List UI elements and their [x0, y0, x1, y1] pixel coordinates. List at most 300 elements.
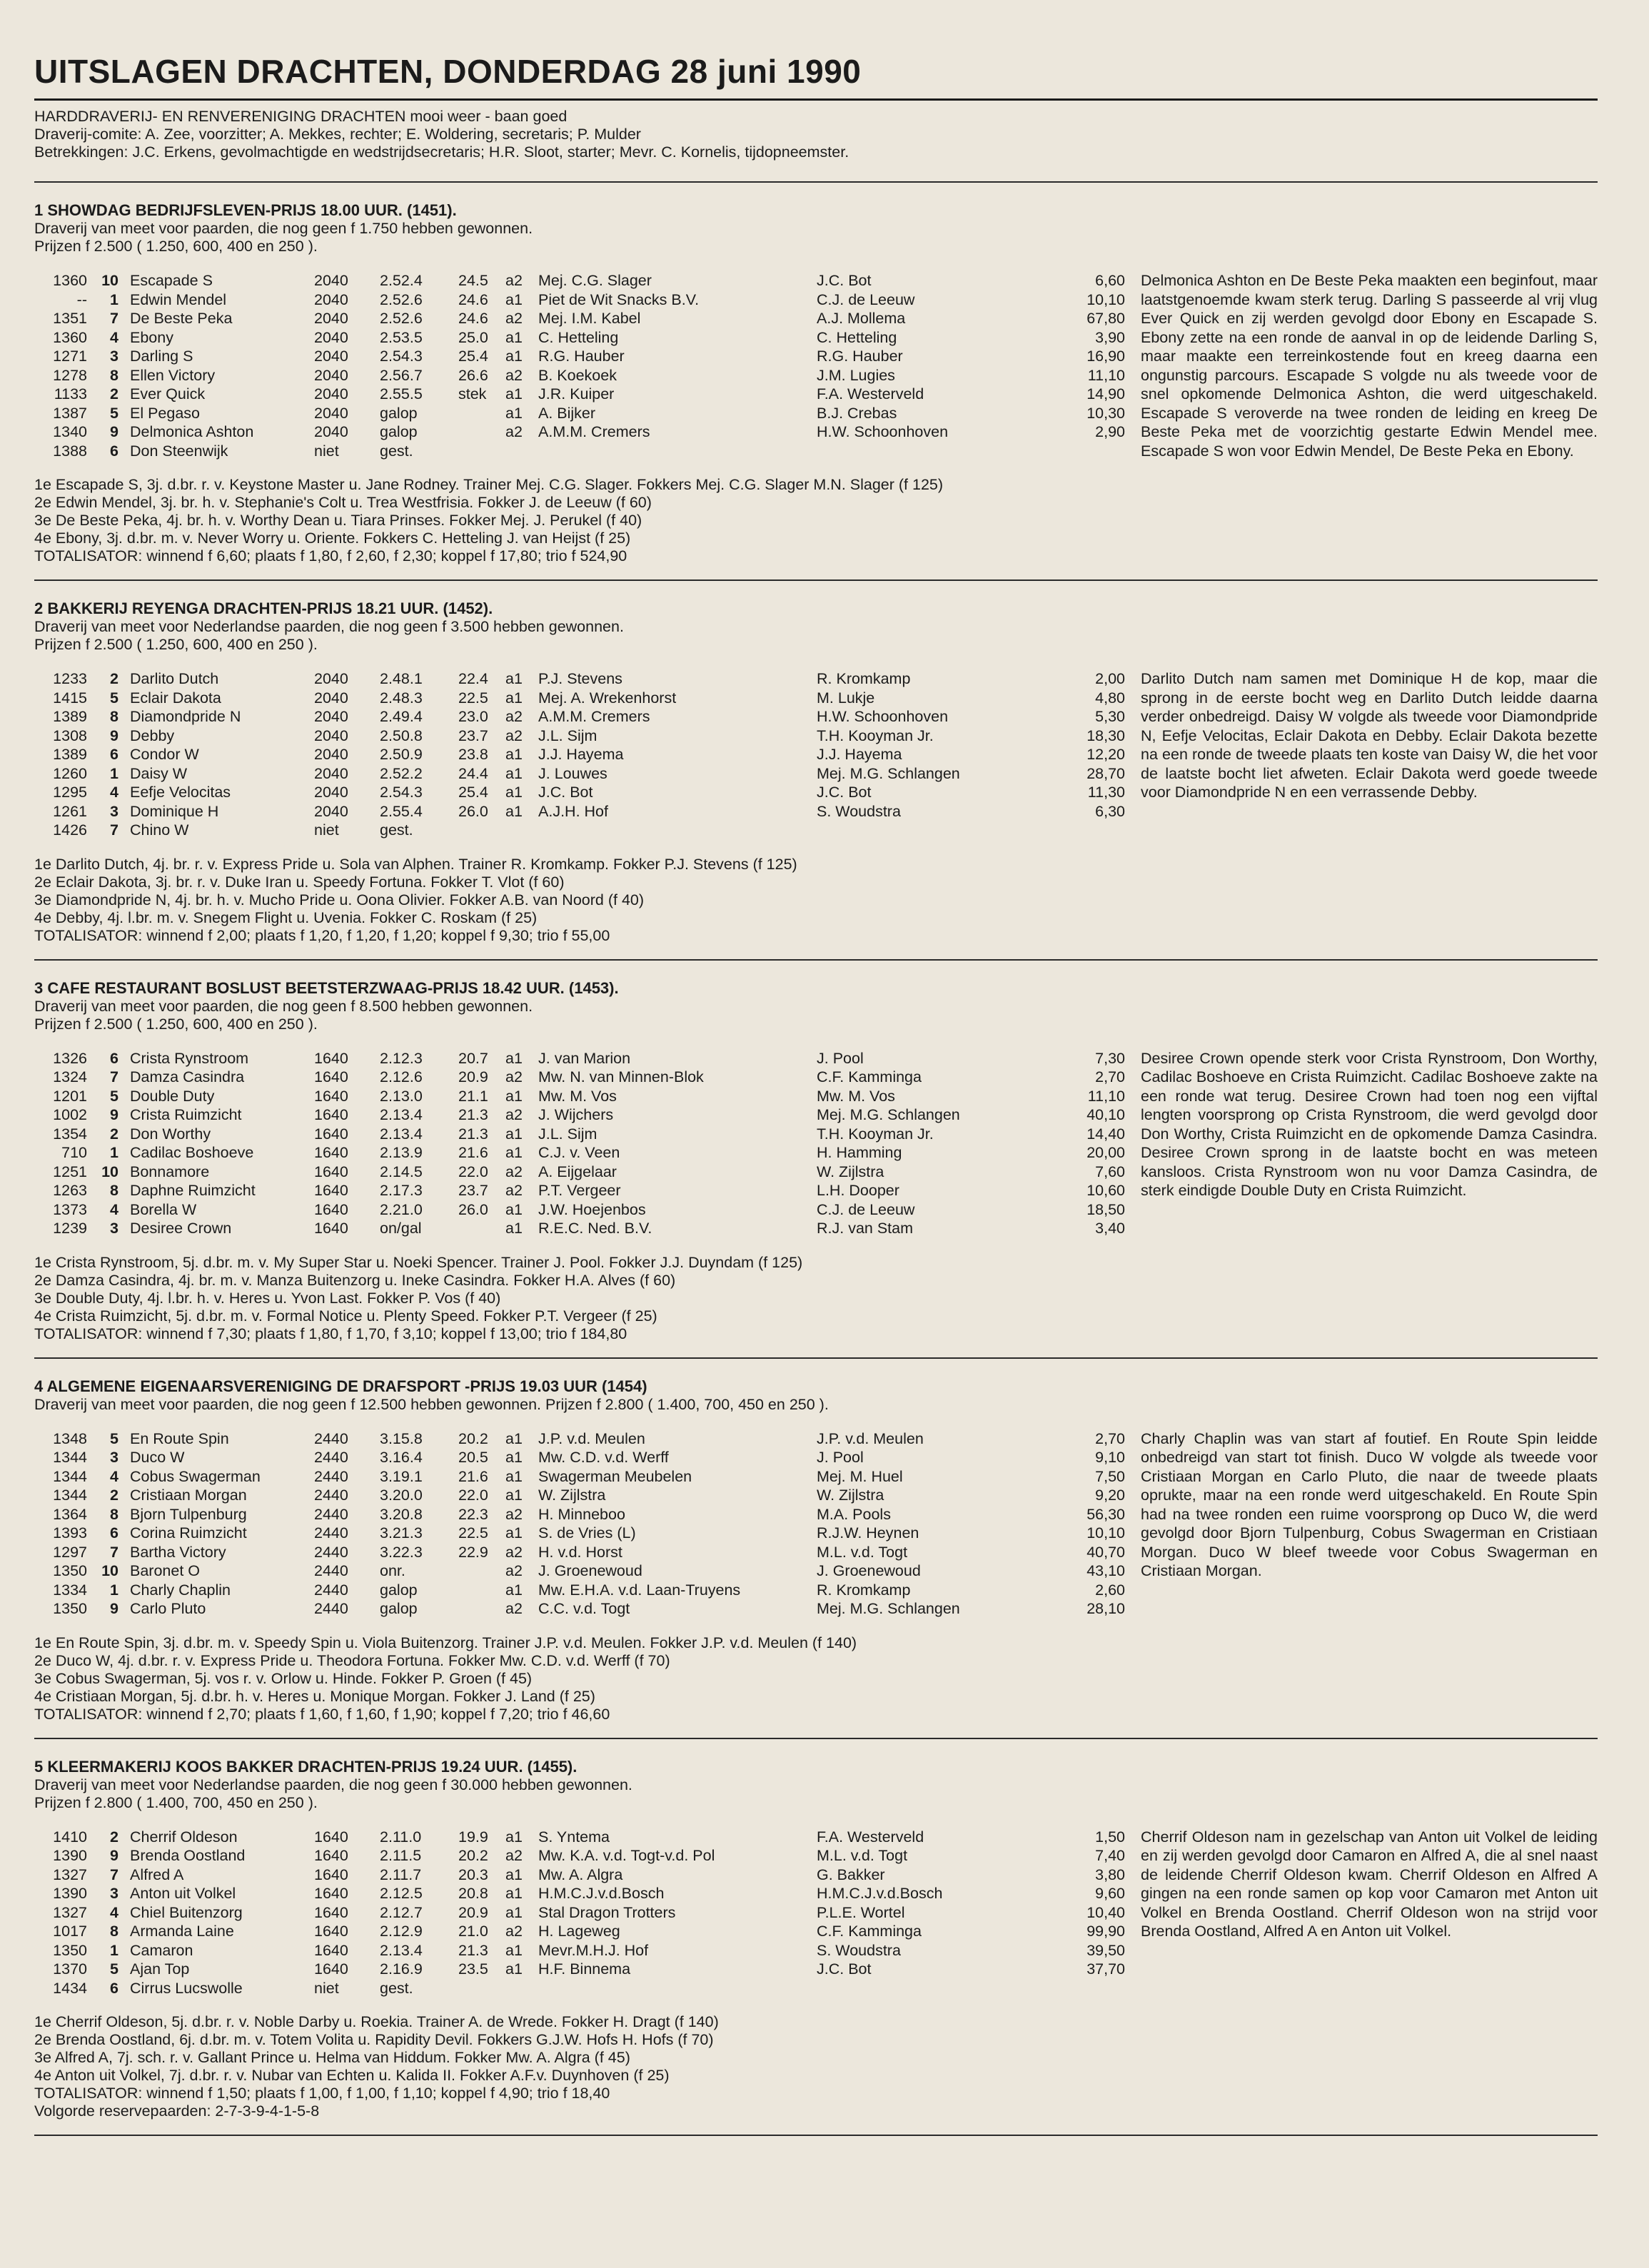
time: 2.48.3 [380, 689, 423, 707]
race-details [34, 1634, 1598, 1723]
horse-name: Chino W [130, 821, 189, 839]
start-position: a2 [505, 1182, 523, 1199]
distance: 2440 [314, 1505, 348, 1523]
distance: 2440 [314, 1467, 348, 1485]
horse-name: Alfred A [130, 1865, 184, 1883]
start-position: a2 [505, 1163, 523, 1180]
time: 3.15.8 [380, 1429, 423, 1447]
race-details [34, 476, 1598, 565]
start-position: a1 [505, 385, 523, 403]
horse-name: Darlito Dutch [130, 670, 219, 687]
distance: 1640 [314, 1068, 348, 1085]
km-time: 19.9 [458, 1828, 488, 1846]
horse-name: Ellen Victory [130, 366, 216, 384]
time: 2.21.0 [380, 1200, 423, 1218]
race-list [34, 183, 1598, 2136]
time: 2.13.9 [380, 1144, 423, 1161]
horse-number: 3 [110, 348, 118, 365]
odds: 10,60 [1086, 1182, 1125, 1199]
horse-name: Crista Rynstroom [130, 1049, 249, 1067]
owner: A.M.M. Cremers [538, 423, 650, 440]
time: 2.12.9 [380, 1923, 423, 1940]
race-commentary: Cherrif Oldeson nam in gezelschap van Anton uit Volkel de leiding en zij werden gevolgd door Camaron en Alfred A, die al snel naast de leidende Cherrif Oldeson kwam. Cherrif Oldeson en Alfred A gingen na een ronde samen op kop voor Camaron met Anton uit Volkel en Brenda Oostland. Cherrif Oldeson won na strijd voor Brenda Oostland, Alfred A en Anton uit Volkel. [1141, 1828, 1598, 1940]
distance: 2040 [314, 708, 348, 725]
km-time [458, 821, 505, 840]
distance: 2040 [314, 764, 348, 782]
time: 2.16.9 [380, 1960, 423, 1978]
previous-race-number: 1390 [53, 1885, 87, 1902]
placing-line: 2e Eclair Dakota, 3j. br. r. v. Duke Iran u. Speedy Fortuna. Fokker T. Vlot (f 60) [34, 873, 565, 891]
start-position: a2 [505, 708, 523, 725]
table-row [34, 764, 1126, 784]
horse-number: 1 [110, 290, 118, 308]
results-table [34, 1429, 1126, 1619]
previous-race-number: 1295 [53, 784, 87, 801]
km-time: 23.7 [458, 1182, 488, 1199]
previous-race-number: 1354 [53, 1125, 87, 1143]
distance: 2040 [314, 784, 348, 801]
table-row [34, 1979, 1126, 1998]
odds: 18,30 [1086, 727, 1125, 744]
start-position: a1 [505, 1467, 523, 1485]
driver: H.M.C.J.v.d.Bosch [817, 1885, 943, 1902]
time: 2.52.2 [380, 764, 423, 782]
km-time: 23.0 [458, 708, 488, 725]
previous-race-number: 1350 [53, 1600, 87, 1617]
odds: 56,30 [1086, 1505, 1125, 1523]
horse-name: Anton uit Volkel [130, 1885, 236, 1902]
table-row [34, 1429, 1126, 1449]
start-position: a1 [505, 1941, 523, 1959]
driver: P.L.E. Wortel [817, 1903, 905, 1921]
driver: J.M. Lugies [817, 366, 895, 384]
owner: J.W. Hoejenbos [538, 1200, 646, 1218]
owner: S. Yntema [538, 1828, 610, 1846]
driver: G. Bakker [817, 1865, 885, 1883]
odds: 10,30 [1086, 404, 1125, 422]
table-row [34, 1087, 1126, 1106]
driver: R.J.W. Heynen [817, 1524, 919, 1541]
time: 2.55.5 [380, 385, 423, 403]
distance: 1640 [314, 1220, 348, 1237]
time: 3.16.4 [380, 1449, 423, 1466]
distance: 1640 [314, 1163, 348, 1180]
table-row [34, 689, 1126, 708]
start-position: a1 [505, 1581, 523, 1599]
horse-name: Condor W [130, 746, 199, 763]
time: 2.13.0 [380, 1087, 423, 1105]
race-details [34, 1254, 1598, 1343]
horse-number: 9 [110, 1600, 118, 1617]
odds: 39,50 [1086, 1941, 1125, 1959]
owner: Stal Dragon Trotters [538, 1903, 676, 1921]
km-time [458, 1581, 505, 1600]
race-conditions: Draverij van meet voor paarden, die nog geen f 12.500 hebben gewonnen. Prijzen f 2.800 ( 1.400, 700, 450 en 250 ). [34, 1395, 829, 1413]
table-row [34, 404, 1126, 423]
horse-name: Ajan Top [130, 1960, 190, 1978]
horse-name: Cristiaan Morgan [130, 1487, 247, 1504]
time: 2.53.5 [380, 328, 423, 346]
start-position: a2 [505, 1505, 523, 1523]
horse-name: Cirrus Lucswolle [130, 1979, 243, 1997]
km-time: 20.2 [458, 1429, 488, 1447]
table-row [34, 385, 1126, 404]
odds: 10,10 [1086, 290, 1125, 308]
horse-name: Ever Quick [130, 385, 206, 403]
section-rule [34, 2135, 1598, 2136]
km-time: 25.0 [458, 328, 488, 346]
horse-number: 8 [110, 708, 118, 725]
placing-line: 2e Duco W, 4j. d.br. r. v. Express Pride u. Theodora Fortuna. Fokker Mw. C.D. v.d. Werff (f 70) [34, 1651, 670, 1669]
owner: J.R. Kuiper [538, 385, 615, 403]
meeting-info [34, 108, 1598, 161]
owner: J.J. Hayema [538, 746, 624, 763]
owner: Mw. E.H.A. v.d. Laan-Truyens [538, 1581, 741, 1599]
page-title: UITSLAGEN DRACHTEN, DONDERDAG 28 juni 1990 [34, 53, 862, 90]
owner: Mw. C.D. v.d. Werff [538, 1449, 669, 1466]
race-section [34, 961, 1598, 1357]
start-position: a1 [505, 404, 523, 422]
distance: 2440 [314, 1524, 348, 1541]
driver: R. Kromkamp [817, 670, 911, 687]
odds: 11,10 [1087, 1087, 1125, 1105]
distance: 2040 [314, 290, 348, 308]
horse-name: El Pegaso [130, 404, 201, 422]
table-row [34, 1143, 1126, 1163]
previous-race-number: 1327 [53, 1903, 87, 1921]
owner: A.J.H. Hof [538, 802, 608, 820]
driver [817, 1979, 1038, 1998]
horse-number: 5 [110, 1960, 118, 1978]
odds: 14,90 [1086, 385, 1125, 403]
driver: S. Woudstra [817, 1941, 901, 1959]
previous-race-number: 1308 [53, 727, 87, 744]
odds [1038, 821, 1125, 840]
driver: H. Hamming [817, 1144, 902, 1161]
horse-name: Eclair Dakota [130, 689, 221, 707]
distance: 1640 [314, 1049, 348, 1067]
horse-name: Double Duty [130, 1087, 215, 1105]
odds: 2,70 [1095, 1068, 1125, 1085]
driver: R.G. Hauber [817, 348, 903, 365]
odds: 2,90 [1095, 423, 1125, 440]
owner: J. Wijchers [538, 1106, 614, 1123]
driver: M.L. v.d. Togt [817, 1847, 908, 1864]
horse-number: 9 [110, 1847, 118, 1864]
horse-number: 2 [110, 1125, 118, 1143]
distance: 2040 [314, 670, 348, 687]
race-details [34, 856, 1598, 945]
race-prizes: Prijzen f 2.500 ( 1.250, 600, 400 en 250 ). [34, 1015, 318, 1033]
time: 2.54.3 [380, 784, 423, 801]
committee-line: Draverij-comite: A. Zee, voorzitter; A. Mekkes, rechter; E. Woldering, secretaris; P. Mulder [34, 126, 641, 143]
horse-name: Debby [130, 727, 175, 744]
driver: M.L. v.d. Togt [817, 1543, 908, 1561]
km-time: 24.6 [458, 310, 488, 327]
horse-number: 9 [110, 423, 118, 440]
driver: Mej. M. Huel [817, 1467, 903, 1485]
driver: W. Zijlstra [817, 1163, 884, 1180]
horse-number: 5 [110, 689, 118, 707]
table-row [34, 422, 1126, 442]
race-section [34, 183, 1598, 579]
race-results [34, 271, 1598, 460]
table-row [34, 1049, 1126, 1068]
owner: Mw. K.A. v.d. Togt-v.d. Pol [538, 1847, 715, 1864]
driver: C.J. de Leeuw [817, 1200, 915, 1218]
distance: niet [314, 1979, 339, 1997]
horse-name: Eefje Velocitas [130, 784, 231, 801]
previous-race-number: 1390 [53, 1847, 87, 1864]
start-position: a1 [505, 1220, 523, 1237]
horse-name: Cadilac Boshoeve [130, 1144, 254, 1161]
start-position: a1 [505, 802, 523, 820]
owner: J. van Marion [538, 1049, 631, 1067]
previous-race-number: 1201 [53, 1087, 87, 1105]
race-title: 1 SHOWDAG BEDRIJFSLEVEN-PRIJS 18.00 UUR. (1451). [34, 201, 457, 219]
horse-number: 8 [110, 1923, 118, 1940]
results-table [34, 669, 1126, 840]
km-time: 23.8 [458, 746, 488, 763]
odds: 9,10 [1095, 1449, 1125, 1466]
horse-name: Carlo Pluto [130, 1600, 206, 1617]
placing-line: 1e En Route Spin, 3j. d.br. m. v. Speedy Spin u. Viola Buitenzorg. Trainer J.P. v.d. Meulen. Fokker J.P. v.d. Meulen (f 140) [34, 1634, 857, 1651]
time: 2.14.5 [380, 1163, 423, 1180]
table-row [34, 1922, 1126, 1941]
owner: C.J. v. Veen [538, 1144, 620, 1161]
horse-name: Baronet O [130, 1562, 200, 1579]
table-row [34, 1828, 1126, 1847]
distance: 1640 [314, 1125, 348, 1143]
race-conditions: Draverij van meet voor paarden, die nog geen f 8.500 hebben gewonnen. [34, 997, 533, 1015]
distance: 1640 [314, 1941, 348, 1959]
time: 2.12.6 [380, 1068, 423, 1085]
horse-name: Corina Ruimzicht [130, 1524, 247, 1541]
previous-race-number: 1133 [54, 385, 87, 403]
table-row [34, 1941, 1126, 1960]
start-position: a1 [505, 784, 523, 801]
time: galop [380, 1600, 418, 1617]
driver: J. Pool [817, 1449, 864, 1466]
odds: 10,10 [1086, 1524, 1125, 1541]
previous-race-number: 1239 [53, 1220, 87, 1237]
placing-line: 2e Brenda Oostland, 6j. d.br. m. v. Totem Volita u. Rapidity Devil. Fokkers G.J.W. Hofs H. Hofs (f 70) [34, 2031, 714, 2048]
time: 2.52.4 [380, 272, 423, 289]
horse-number: 6 [110, 746, 118, 763]
table-row [34, 1125, 1126, 1144]
start-position: a1 [505, 1960, 523, 1978]
horse-number: 3 [110, 1885, 118, 1902]
km-time: 24.6 [458, 290, 488, 308]
table-row [34, 669, 1126, 689]
driver: R. Kromkamp [817, 1581, 911, 1599]
distance: 2040 [314, 328, 348, 346]
horse-number: 7 [110, 1865, 118, 1883]
race-title: 2 BAKKERIJ REYENGA DRACHTEN-PRIJS 18.21 UUR. (1452). [34, 599, 493, 617]
race-section [34, 1739, 1598, 2135]
start-position: a2 [505, 1106, 523, 1123]
start-position: a1 [505, 1200, 523, 1218]
distance: 1640 [314, 1200, 348, 1218]
start-position: a1 [505, 1449, 523, 1466]
horse-number: 9 [110, 1106, 118, 1123]
owner: Piet de Wit Snacks B.V. [538, 290, 700, 308]
previous-race-number: 1350 [53, 1562, 87, 1579]
previous-race-number: 1327 [53, 1865, 87, 1883]
previous-race-number: 1261 [53, 802, 87, 820]
table-row [34, 366, 1126, 385]
race-section [34, 581, 1598, 959]
time: 3.20.8 [380, 1505, 423, 1523]
distance: 1640 [314, 1903, 348, 1921]
placing-line: 4e Ebony, 3j. d.br. m. v. Never Worry u. Oriente. Fokkers C. Hetteling J. van Heijst (f 25) [34, 530, 631, 547]
odds: 4,80 [1095, 689, 1125, 707]
driver: F.A. Westerveld [817, 385, 924, 403]
driver: Mej. M.G. Schlangen [817, 1600, 960, 1617]
owner: Mej. C.G. Slager [538, 272, 652, 289]
distance: 2040 [314, 423, 348, 440]
previous-race-number: 710 [61, 1144, 87, 1161]
horse-name: Duco W [130, 1449, 185, 1466]
table-row [34, 745, 1126, 764]
horse-number: 4 [110, 1467, 118, 1485]
horse-name: Bonnamore [130, 1163, 210, 1180]
table-row [34, 1200, 1126, 1220]
previous-race-number: 1387 [53, 404, 87, 422]
distance: 2040 [314, 348, 348, 365]
time: 2.13.4 [380, 1941, 423, 1959]
owner: R.E.C. Ned. B.V. [538, 1220, 652, 1237]
owner: Mej. A. Wrekenhorst [538, 689, 677, 707]
km-time: 24.4 [458, 764, 488, 782]
km-time [458, 404, 505, 423]
previous-race-number: 1370 [53, 1960, 87, 1978]
horse-name: Bjorn Tulpenburg [130, 1505, 247, 1523]
km-time: 22.5 [458, 1524, 488, 1541]
horse-name: Daphne Ruimzicht [130, 1182, 256, 1199]
previous-race-number: 1348 [53, 1429, 87, 1447]
race-title: 3 CAFE RESTAURANT BOSLUST BEETSTERZWAAG-PRIJS 18.42 UUR. (1453). [34, 978, 619, 997]
km-time [458, 1561, 505, 1581]
time: 2.12.7 [380, 1903, 423, 1921]
owner: W. Zijlstra [538, 1487, 606, 1504]
odds: 10,40 [1086, 1903, 1125, 1921]
results-page [34, 51, 1598, 2136]
time: 2.11.5 [380, 1847, 422, 1864]
time: 2.13.4 [380, 1125, 423, 1143]
time: 2.17.3 [380, 1182, 423, 1199]
previous-race-number: 1364 [53, 1505, 87, 1523]
km-time: 21.6 [458, 1144, 488, 1161]
distance: 2440 [314, 1581, 348, 1599]
start-position: a2 [505, 310, 523, 327]
odds: 14,40 [1086, 1125, 1125, 1143]
start-position: a1 [505, 1885, 523, 1902]
driver: J. Groenewoud [817, 1562, 921, 1579]
previous-race-number: 1297 [53, 1543, 87, 1561]
horse-name: Edwin Mendel [130, 290, 227, 308]
time: galop [380, 1581, 418, 1599]
horse-name: Escapade S [130, 272, 213, 289]
previous-race-number: 1017 [53, 1923, 87, 1940]
km-time: 21.3 [458, 1941, 488, 1959]
owner: J.L. Sijm [538, 727, 597, 744]
odds: 16,90 [1086, 348, 1125, 365]
horse-name: En Route Spin [130, 1429, 229, 1447]
table-row [34, 1467, 1126, 1487]
race-commentary: Charly Chaplin was van start af foutief. En Route Spin leidde onbedreigd van start tot finish. Duco W volgde als tweede voor Cristiaan Morgan en Carlo Pluto, die naar de tweede plaats oprukte, maar na een ronde werd uitgeschakeld. En Route Spin had na twee ronden een ruime voorsprong op Duco W, die werd gevolgd door Bjorn Tulpenburg, Cobus Swagerman en Cristiaan Morgan. Duco W bleef tweede voor Cobus Swagerman en Cristiaan Morgan. [1141, 1429, 1598, 1579]
horse-name: Dominique H [130, 802, 219, 820]
driver: J. Pool [817, 1049, 864, 1067]
time: 2.50.9 [380, 746, 423, 763]
start-position: a1 [505, 1828, 523, 1846]
meeting-line: HARDDRAVERIJ- EN RENVERENIGING DRACHTEN mooi weer - baan goed [34, 108, 568, 125]
race-details [34, 2013, 1598, 2120]
horse-name: Cobus Swagerman [130, 1467, 261, 1485]
odds: 40,70 [1086, 1543, 1125, 1561]
time: 2.56.7 [380, 366, 423, 384]
table-row [34, 271, 1126, 290]
owner: H. Lageweg [538, 1923, 620, 1940]
table-row [34, 1960, 1126, 1979]
driver: M. Lukje [817, 689, 875, 707]
distance: 2440 [314, 1543, 348, 1561]
km-time: 26.0 [458, 1200, 488, 1218]
km-time: 26.0 [458, 802, 488, 820]
odds: 7,40 [1095, 1847, 1125, 1864]
time: 3.21.3 [380, 1524, 423, 1541]
distance: 2440 [314, 1562, 348, 1579]
previous-race-number: 1334 [53, 1581, 87, 1599]
km-time: 21.6 [458, 1467, 488, 1485]
previous-race-number: 1263 [53, 1182, 87, 1199]
driver: Mej. M.G. Schlangen [817, 1106, 960, 1123]
distance: 1640 [314, 1106, 348, 1123]
table-row [34, 1524, 1126, 1543]
odds: 5,30 [1095, 708, 1125, 725]
start-position: a1 [505, 1429, 523, 1447]
results-table [34, 271, 1126, 460]
owner [538, 442, 817, 461]
km-time: 26.6 [458, 366, 488, 384]
race-title: 4 ALGEMENE EIGENAARSVERENIGING DE DRAFSPORT -PRIJS 19.03 UUR (1454) [34, 1377, 647, 1395]
race-title: 5 KLEERMAKERIJ KOOS BAKKER DRACHTEN-PRIJS 19.24 UUR. (1455). [34, 1757, 578, 1776]
km-time: 22.3 [458, 1505, 488, 1523]
owner: Mw. M. Vos [538, 1087, 617, 1105]
distance: 2040 [314, 404, 348, 422]
previous-race-number: 1344 [53, 1449, 87, 1466]
horse-number: 6 [110, 1979, 118, 1997]
owner [538, 821, 817, 840]
horse-name: Armanda Laine [130, 1923, 234, 1940]
race-prizes: Prijzen f 2.500 ( 1.250, 600, 400 en 250 ). [34, 636, 318, 653]
horse-number: 7 [110, 1543, 118, 1561]
horse-name: De Beste Peka [130, 310, 233, 327]
start-position: a2 [505, 1543, 523, 1561]
totalisator-line: TOTALISATOR: winnend f 7,30; plaats f 1,80, f 1,70, f 3,10; koppel f 13,00; trio f 184,80 [34, 1325, 627, 1342]
odds: 2,70 [1095, 1429, 1125, 1447]
placing-line: 1e Darlito Dutch, 4j. br. r. v. Express Pride u. Sola van Alphen. Trainer R. Kromkamp. Fokker P.J. Stevens (f 125) [34, 855, 797, 873]
horse-number: 10 [101, 272, 118, 289]
horse-name: Desiree Crown [130, 1220, 232, 1237]
driver: S. Woudstra [817, 802, 901, 820]
driver: A.J. Mollema [817, 310, 906, 327]
odds: 3,40 [1095, 1220, 1125, 1237]
owner: C. Hetteling [538, 328, 619, 346]
owner: H.M.C.J.v.d.Bosch [538, 1885, 665, 1902]
horse-number: 4 [110, 784, 118, 801]
km-time: 22.5 [458, 689, 488, 707]
